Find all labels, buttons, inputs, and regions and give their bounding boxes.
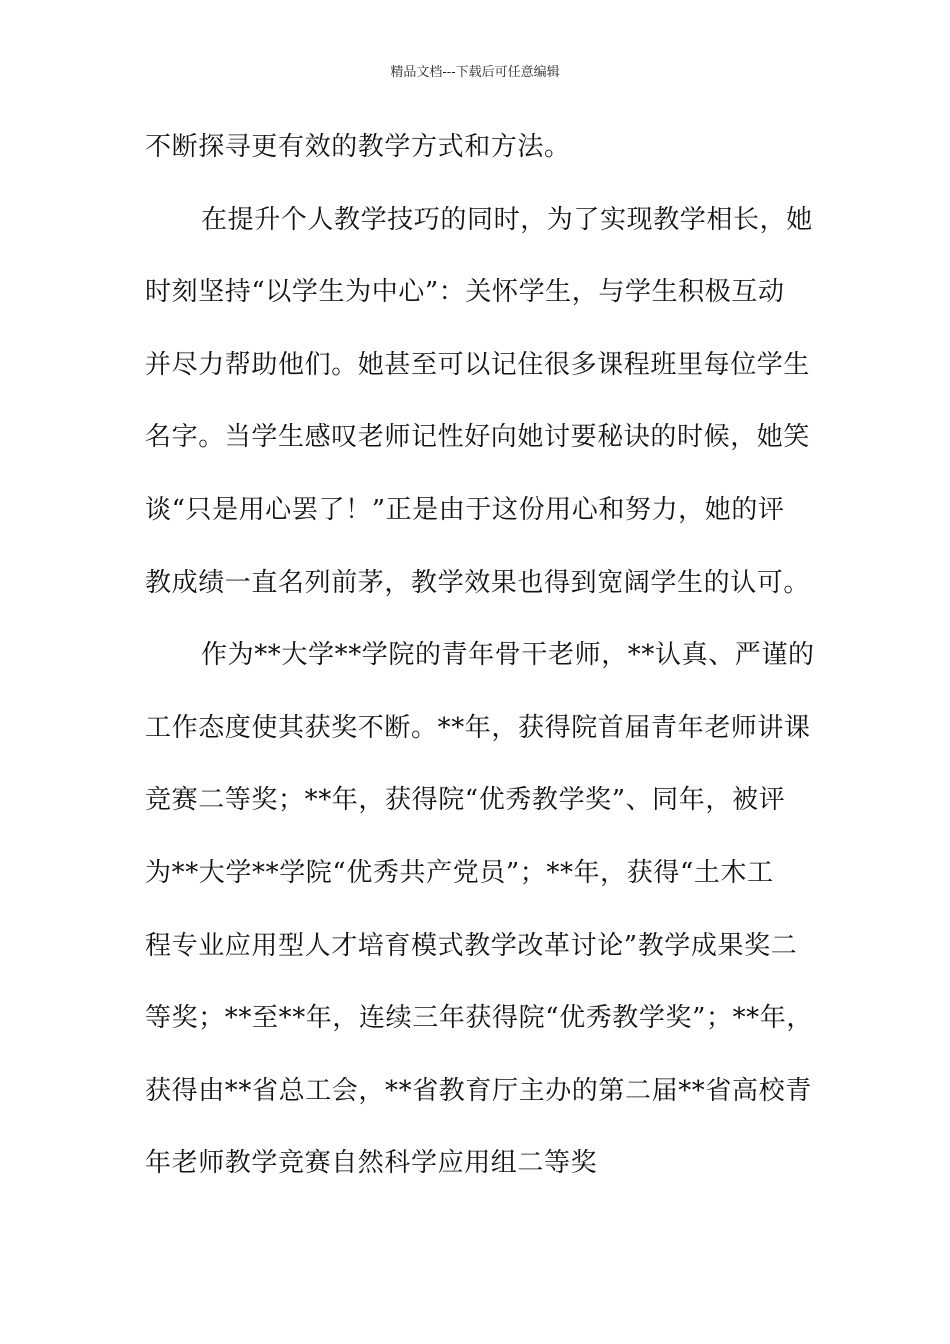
page-header: 精品文档---下载后可任意编辑 — [390, 65, 560, 80]
body-line: 为**大学**学院“优秀共产党员”；**年，获得“土木工 — [145, 857, 774, 888]
body-line: 程专业应用型人才培育模式教学改革讨论”教学成果奖二 — [145, 930, 798, 961]
document-body — [145, 127, 815, 1216]
body-line: 不断探寻更有效的教学方式和方法。 — [145, 132, 571, 162]
body-line-paragraph-start: 作为**大学**学院的青年骨干老师，**认真、严谨的 — [201, 640, 815, 671]
body-line: 工作态度使其获奖不断。**年，获得院首届青年老师讲课 — [145, 712, 811, 743]
body-line: 时刻坚持“以学生为中心”：关怀学生，与学生积极互动 — [145, 277, 785, 308]
body-line: 年老师教学竞赛自然科学应用组二等奖 — [145, 1148, 598, 1179]
body-line-paragraph-start: 在提升个人教学技巧的同时，为了实现教学相长，她 — [201, 204, 813, 235]
body-line: 等奖；**至**年，连续三年获得院“优秀教学奖”；**年， — [145, 1003, 813, 1034]
body-line: 获得由**省总工会，**省教育厅主办的第二届**省高校青 — [145, 1075, 812, 1106]
body-line: 教成绩一直名列前茅，教学效果也得到宽阔学生的认可。 — [145, 567, 811, 598]
body-line: 名字。当学生感叹老师记性好向她讨要秘诀的时候，她笑 — [145, 422, 811, 453]
body-line: 竞赛二等奖；**年，获得院“优秀教学奖”、同年，被评 — [145, 785, 786, 816]
body-line: 谈“只是用心罢了！”正是由于这份用心和努力，她的评 — [145, 494, 785, 525]
body-line: 并尽力帮助他们。她甚至可以记住很多课程班里每位学生 — [145, 349, 811, 380]
